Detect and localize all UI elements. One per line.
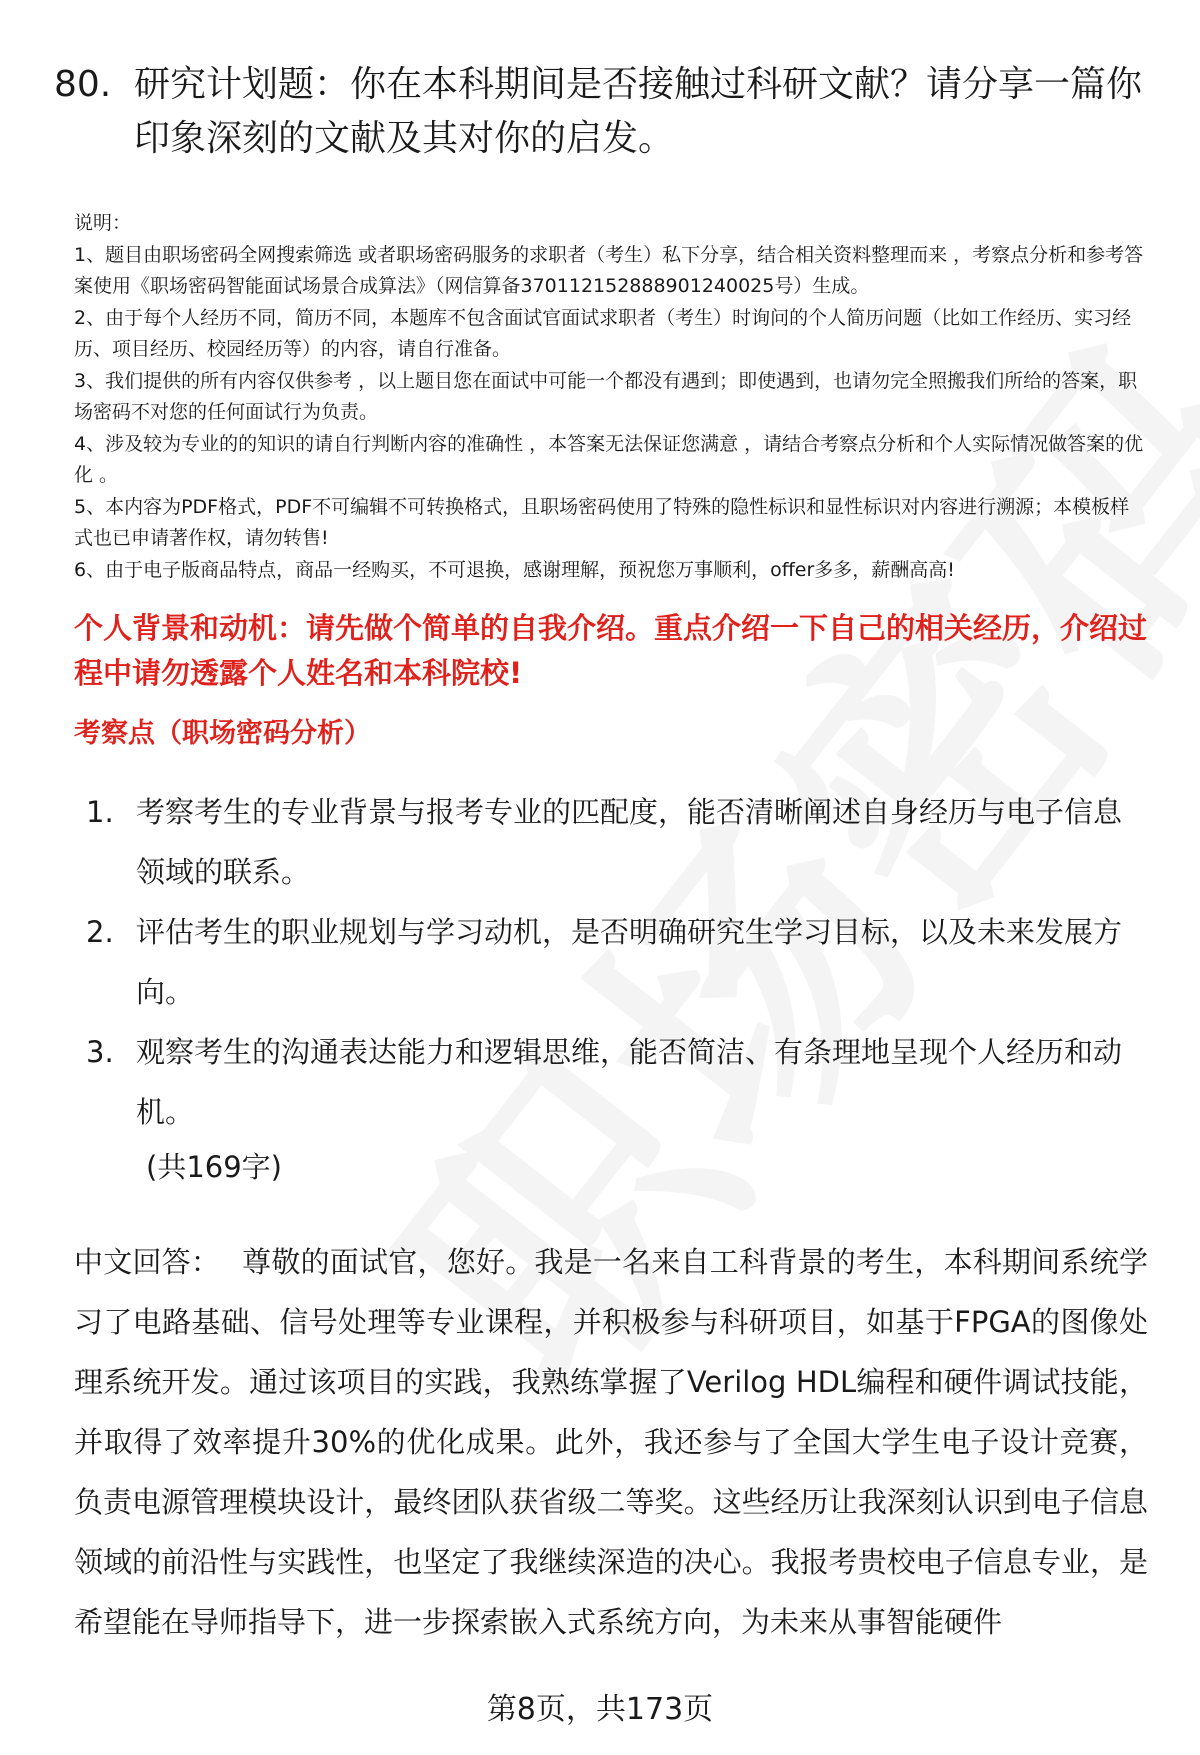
point-text: 观察考生的沟通表达能力和逻辑思维，能否简洁、有条理地呈现个人经历和动机。	[136, 1035, 1123, 1129]
point-text: 考察考生的专业背景与报考专业的匹配度，能否清晰阐述自身经历与电子信息领域的联系。	[136, 795, 1123, 889]
analysis-point	[86, 782, 1148, 902]
analysis-point	[86, 902, 1148, 1022]
notes-item: 5、本内容为PDF格式，PDF不可编辑不可转换格式，且职场密码使用了特殊的隐性标识和显性标识对内容进行溯源；本模板样式也已申请著作权，请勿转售!	[74, 495, 1130, 549]
notes-item: 1、题目由职场密码全网搜索筛选 或者职场密码服务的求职者（考生）私下分享，结合相关资料整理而来 ，考察点分析和参考答案使用《职场密码智能面试场景合成算法》（网信算备370112152888901240025号）生成。	[74, 243, 1144, 297]
question-heading	[54, 58, 1148, 166]
page-footer: 第8页，共173页	[486, 1692, 714, 1727]
notes-item: 2、由于每个人经历不同，简历不同，本题库不包含面试官面试求职者（考生）时询问的个人简历问题（比如工作经历、实习经历、项目经历、校园经历等）的内容，请自行准备。	[74, 306, 1132, 360]
notes-section	[74, 208, 1148, 586]
notes-item: 4、涉及较为专业的的知识的请自行判断内容的准确性 ，本答案无法保证您满意 ，请结合考察点分析和个人实际情况做答案的优化 。	[74, 432, 1144, 486]
answer-section	[74, 1232, 1148, 1652]
analysis-title: 考察点（职场密码分析）	[74, 718, 371, 749]
point-text: 评估考生的职业规划与学习动机，是否明确研究生学习目标，以及未来发展方向。	[136, 915, 1123, 1009]
point-number: 1.	[86, 795, 114, 829]
point-number: 3.	[86, 1035, 114, 1069]
notes-item: 6、由于电子版商品特点，商品一经购买，不可退换，感谢理解，预祝您万事顺利，offer多多，薪酬高高!	[74, 558, 955, 581]
notes-title: 说明：	[74, 212, 132, 234]
analysis-point	[86, 1022, 1148, 1142]
answer-label: 中文回答：	[74, 1245, 221, 1279]
answer-text: 尊敬的面试官，您好。我是一名来自工科背景的考生，本科期间系统学习了电路基础、信号处理等专业课程，并积极参与科研项目，如基于FPGA的图像处理系统开发。通过该项目的实践，我熟练掌握了Verilog HDL编程和硬件调试技能，并取得了效率提升30%的优化成果。此外，我还参与了全国大学生电子设计竞赛，负责电源管理模块设计，最终团队获省级二等奖。这些经历让我深刻认识到电子信息领域的前沿性与实践性，也坚定了我继续深造的决心。我报考贵校电子信息专业，是希望能在导师指导下，进一步探索嵌入式系统方向，为未来从事智能硬件	[74, 1245, 1148, 1639]
background-heading: 个人背景和动机：请先做个简单的自我介绍。重点介绍一下自己的相关经历，介绍过程中请勿透露个人姓名和本科院校!	[74, 611, 1148, 690]
question-text: 研究计划题：你在本科期间是否接触过科研文献？请分享一篇你印象深刻的文献及其对你的启发。	[134, 64, 1143, 159]
notes-item: 3、我们提供的所有内容仅供参考 ，以上题目您在面试中可能一个都没有遇到；即使遇到，也请勿完全照搬我们所给的答案，职场密码不对您的任何面试行为负责。	[74, 369, 1138, 423]
character-count: (共169字)	[146, 1150, 282, 1184]
point-number: 2.	[86, 915, 114, 949]
question-number: 80.	[54, 64, 112, 105]
analysis-points	[86, 782, 1148, 1142]
